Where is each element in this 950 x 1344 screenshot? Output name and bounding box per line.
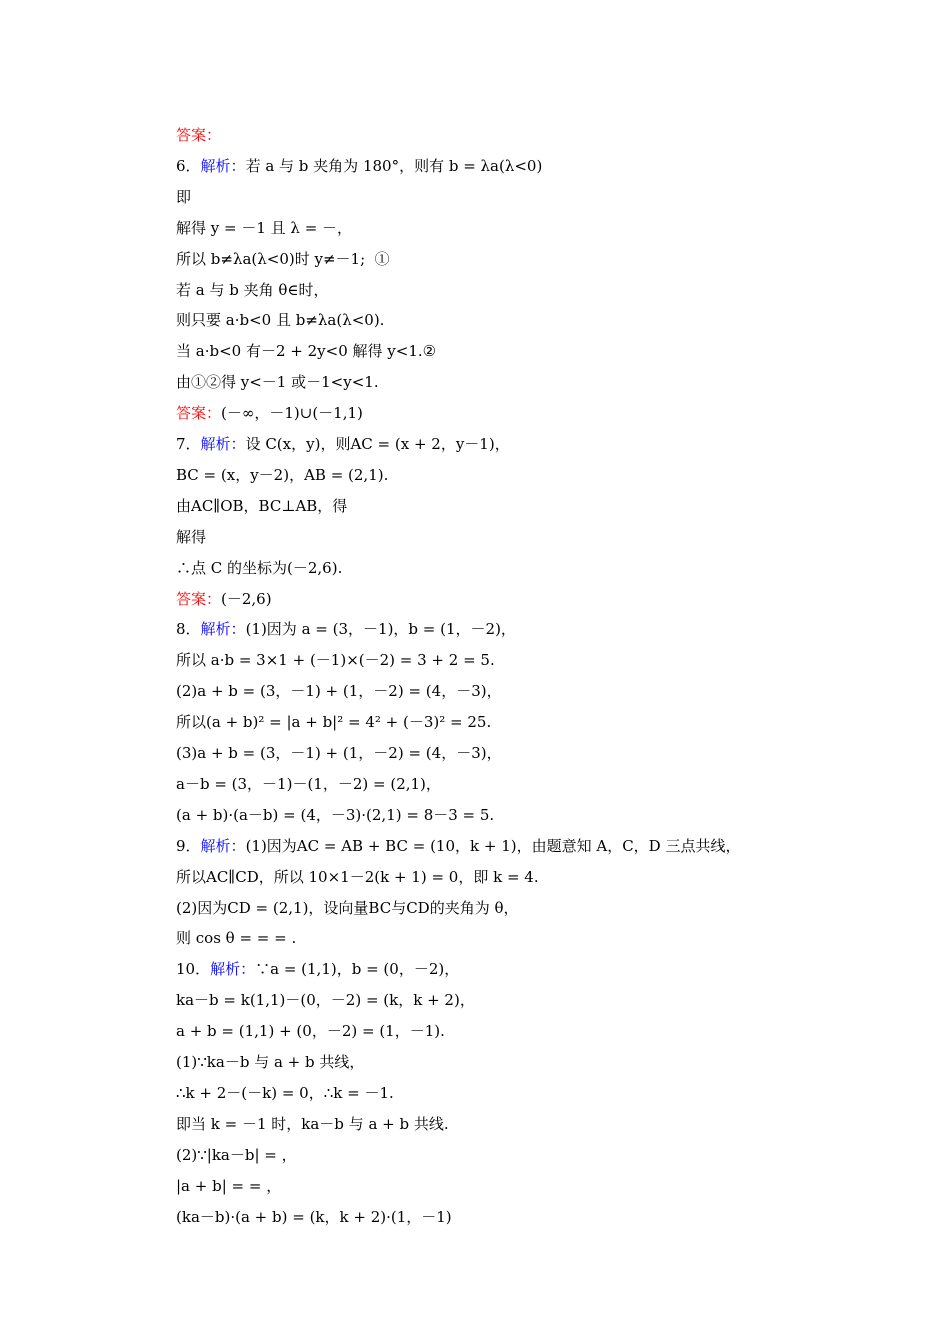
text-line (176, 372, 379, 392)
line-text: ∴点 C 的坐标为(－2,6). (176, 558, 343, 577)
line-text: ∴k + 2－(－k) = 0，∴k = －1. (176, 1083, 394, 1102)
text-line (176, 187, 191, 207)
text-line (176, 990, 475, 1010)
line-text: 则只要 a·b<0 且 b≠λa(λ<0). (176, 311, 385, 330)
text-line (176, 589, 272, 609)
line-text: (ka－b)·(a + b) = (k，k + 2)·(1，－1) (176, 1207, 452, 1226)
text-line (176, 928, 296, 948)
text-line (176, 619, 516, 639)
line-text: (a + b)·(a－b) = (4，－3)·(2,1) = 8－3 = 5. (176, 805, 495, 824)
line-text: ∵a = (1,1)，b = (0，－2)， (255, 960, 460, 979)
text-line (176, 1145, 297, 1165)
line-text: 即当 k = －1 时，ka－b 与 a + b 共线. (176, 1114, 449, 1133)
text-line (176, 867, 539, 887)
analysis-label: 解析： (200, 620, 246, 639)
question-number: 6． (176, 156, 201, 175)
line-text: 解得 (176, 527, 207, 546)
line-text: (1)因为 a = (3，－1)，b = (1，－2)， (245, 620, 516, 639)
text-line (176, 836, 740, 856)
text-line (176, 1176, 281, 1196)
text-line (176, 959, 459, 979)
text-line (176, 496, 347, 516)
text-line (176, 712, 491, 732)
question-number: 7． (176, 435, 201, 453)
text-line (176, 465, 388, 485)
analysis-label: 解析： (200, 156, 246, 175)
line-text: (2)因为CD = (2,1)，设向量BC与CD的夹角为 θ， (176, 898, 519, 917)
line-text: a－b = (3，－1)－(1，－2) = (2,1)， (176, 774, 441, 793)
answer-label: 答案： (176, 126, 222, 144)
line-text: 所以(a + b)² = |a + b|² = 4² + (－3)² = 25. (176, 713, 492, 732)
text-line (176, 156, 542, 176)
question-number: 9． (176, 836, 201, 855)
text-line (176, 1052, 364, 1072)
line-text: 所以AC∥CD，所以 10×1－2(k + 1) = 0，即 k = 4. (176, 867, 539, 886)
text-line (176, 1207, 452, 1227)
line-text: 当 a·b<0 有－2 + 2y<0 解得 y<1.② (176, 342, 437, 361)
line-text: 由①②得 y<－1 或－1<y<1. (176, 373, 379, 392)
text-line (176, 280, 329, 300)
line-text: ka－b = k(1,1)－(0，－2) = (k，k + 2)， (176, 991, 475, 1010)
line-text: (－∞，－1)∪(－1,1) (221, 404, 363, 423)
analysis-label: 解析： (200, 435, 246, 453)
line-text: (1)∵ka－b 与 a + b 共线， (176, 1053, 365, 1071)
line-text: 即 (176, 187, 192, 206)
line-text: 解得 y = －1 且 λ = －， (176, 218, 353, 237)
question-number: 10． (176, 960, 211, 979)
text-line (176, 527, 206, 547)
answer-label: 答案： (176, 404, 222, 423)
text-line (176, 403, 363, 423)
line-text: 若 a 与 b 夹角为 180°，则有 b = λa(λ<0) (245, 156, 543, 175)
text-line (176, 743, 502, 763)
line-text: (3)a + b = (3，－1) + (1，－2) = (4，－3)， (176, 744, 502, 762)
text-line (176, 681, 502, 701)
analysis-label: 解析： (210, 960, 256, 979)
line-text: 由AC∥OB，BC⊥AB，得 (176, 496, 348, 515)
text-line (176, 341, 436, 361)
line-text: 则 cos θ = = = . (176, 929, 297, 948)
line-text: a + b = (1,1) + (0，－2) = (1，－1). (176, 1022, 445, 1041)
text-line (176, 1114, 449, 1134)
text-line (176, 249, 390, 269)
line-text: 若 a 与 b 夹角 θ∈时， (176, 280, 329, 299)
text-line (176, 1083, 394, 1103)
text-line (176, 774, 441, 794)
line-text: BC = (x，y－2)，AB = (2,1). (176, 465, 389, 484)
line-text: (－2,6) (221, 589, 272, 608)
text-line (176, 1021, 445, 1041)
line-text: 所以 a·b = 3×1 + (－1)×(－2) = 3 + 2 = 5. (176, 651, 495, 670)
text-line (176, 558, 342, 578)
line-text: |a + b| = = ， (176, 1176, 282, 1195)
line-text: (2)∵|ka－b| = ， (176, 1145, 297, 1164)
text-line (176, 310, 384, 330)
text-line (176, 218, 352, 238)
text-line (176, 125, 221, 145)
line-text: (1)因为AC = AB + BC = (10，k + 1)，由题意知 A，C，D 三点共线， (245, 836, 741, 855)
line-text: (2)a + b = (3，－1) + (1，－2) = (4，－3)， (176, 682, 502, 701)
text-line (176, 434, 510, 454)
analysis-label: 解析： (200, 836, 246, 855)
answer-label: 答案： (176, 589, 222, 608)
line-text: 所以 b≠λa(λ<0)时 y≠－1; ① (176, 249, 390, 268)
text-line (176, 805, 494, 825)
line-text: 设 C(x，y)，则AC = (x + 2，y－1)， (245, 435, 510, 453)
question-number: 8． (176, 620, 201, 639)
text-line (176, 898, 519, 918)
text-line (176, 650, 495, 670)
